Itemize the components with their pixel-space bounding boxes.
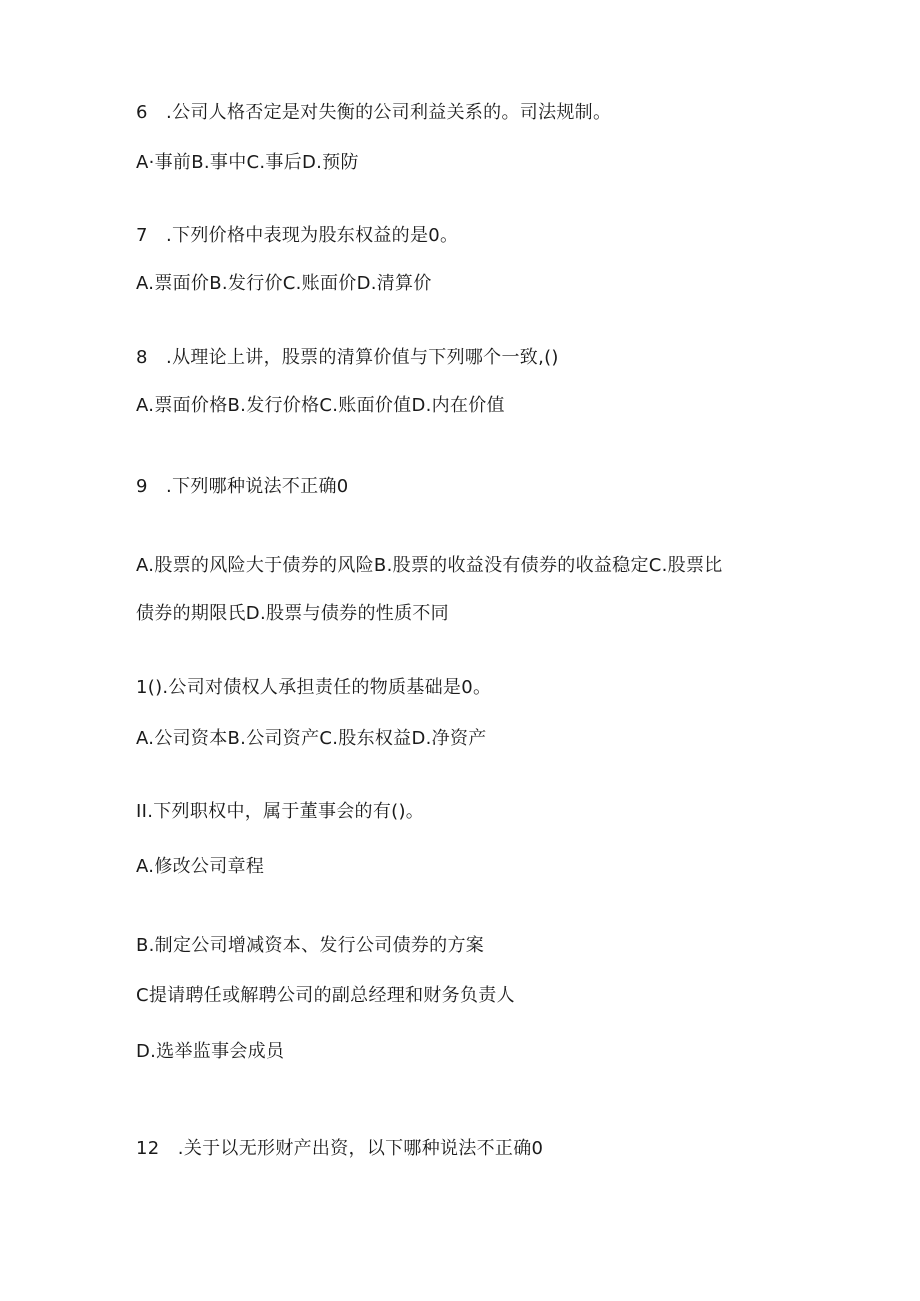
question-12: 12 .关于以无形财产出资，以下哪种说法不正确0 [136, 1138, 544, 1159]
question-11: II.下列职权中，属于董事会的有()。 [136, 801, 425, 822]
question-10: 1().公司对债权人承担责任的物质基础是0。 [136, 677, 492, 698]
question-11-option-b: B.制定公司增减资本、发行公司债券的方案 [136, 935, 485, 956]
question-9: 9 .下列哪种说法不正确0 [136, 476, 349, 497]
question-11-option-a: A.修改公司章程 [136, 856, 265, 877]
question-9-options-line-1: A.股票的风险大于债券的风险B.股票的收益没有债券的收益稳定C.股票比 [136, 555, 723, 576]
question-6-options: A·事前B.事中C.事后D.预防 [136, 152, 359, 173]
question-8-options: A.票面价格B.发行价格C.账面价值D.内在价值 [136, 395, 505, 416]
question-7-options: A.票面价B.发行价C.账面价D.清算价 [136, 273, 432, 294]
question-10-options: A.公司资本B.公司资产C.股东权益D.净资产 [136, 728, 487, 749]
question-6: 6 .公司人格否定是对失衡的公司利益关系的。司法规制。 [136, 102, 612, 123]
question-8: 8 .从理论上讲，股票的清算价值与下列哪个一致,() [136, 347, 559, 368]
question-9-options-line-2: 债券的期限氏D.股票与债券的性质不同 [136, 603, 449, 624]
question-11-option-d: D.选举监事会成员 [136, 1041, 285, 1062]
question-7: 7 .下列价格中表现为股东权益的是0。 [136, 225, 459, 246]
question-11-option-c: C提请聘任或解聘公司的副总经理和财务负责人 [136, 985, 515, 1006]
